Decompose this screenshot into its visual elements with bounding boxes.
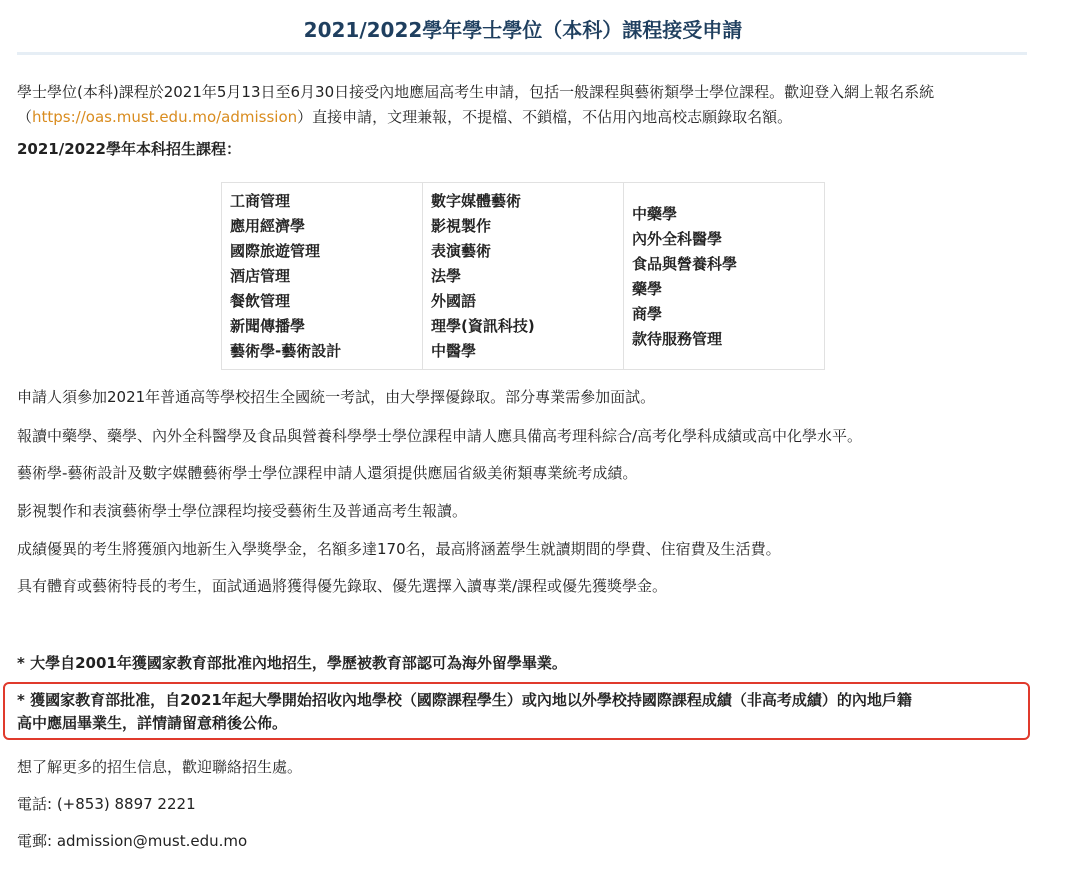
program-item: 數字媒體藝術: [431, 192, 522, 210]
contact-phone: 電話: (+853) 8897 2221: [17, 795, 196, 813]
program-item: 內外全科醫學: [632, 229, 723, 248]
program-item: 應用經濟學: [230, 217, 306, 235]
program-item: 法學: [431, 267, 462, 285]
program-item: 酒店管理: [230, 267, 291, 285]
admission-link[interactable]: https://oas.must.edu.mo/admission: [32, 108, 298, 126]
highlighted-note-line: * 獲國家教育部批准，自2021年起大學開始招收內地學校（國際課程學生）或內地以外學校持國際課程成績（非高考成績）的內地戶籍: [17, 691, 912, 709]
program-item: 外國語: [431, 292, 477, 310]
program-item: 表演藝術: [431, 242, 492, 260]
requirement-paragraph: 申請人須參加2021年普通高等學校招生全國統一考試，由大學擇優錄取。部分專業需參加面試。: [17, 388, 656, 406]
programs-column-2: [423, 183, 624, 370]
requirement-paragraph: 藝術學-藝術設計及數字媒體藝術學士學位課程申請人還須提供應屆省級美術類專業統考成績。: [17, 464, 638, 482]
program-item: 新聞傳播學: [230, 317, 306, 335]
program-item: 藝術學-藝術設計: [230, 342, 342, 360]
highlighted-note: [17, 689, 1022, 735]
article: [17, 0, 1029, 850]
program-item: 中藥學: [632, 204, 678, 223]
contact-intro: 想了解更多的招生信息，歡迎聯絡招生處。: [17, 758, 303, 776]
scholarship-paragraph: 成績優異的考生將獲頒內地新生入學獎學金，名額多達170名，最高將涵蓋學生就讀期間的學費、住宿費及生活費。: [17, 540, 781, 558]
programs-heading: 2021/2022學年本科招生課程：: [17, 140, 241, 158]
program-item: 工商管理: [230, 192, 291, 210]
intro-text-after: ）直接申請，文理兼報，不提檔、不鎖檔，不佔用內地高校志願錄取名額。: [297, 108, 793, 126]
contact-email: 電郵: admission@must.edu.mo: [17, 832, 248, 850]
program-item: 食品與營養科學: [632, 254, 738, 273]
programs-table: [221, 182, 825, 370]
accreditation-note: * 大學自2001年獲國家教育部批准內地招生，學歷被教育部認可為海外留學畢業。: [17, 654, 567, 672]
programs-column-1: [222, 183, 423, 370]
requirement-paragraph: 報讀中藥學、藥學、內外全科醫學及食品與營養科學學士學位課程申請人應具備高考理科綜合/高考化學科成績或高中化學水平。: [17, 427, 863, 445]
priority-paragraph: 具有體育或藝術特長的考生，面試通過將獲得優先錄取、優先選擇入讀專業/課程或優先獲獎學金。: [17, 577, 668, 595]
title-divider: [17, 52, 1027, 55]
highlighted-note-line: 高中應屆畢業生，詳情請留意稍後公佈。: [17, 714, 288, 732]
intro-paragraph: [17, 80, 1029, 130]
program-item: 商學: [632, 304, 663, 323]
programs-column-3: [624, 183, 825, 370]
program-item: 餐飲管理: [230, 292, 291, 310]
program-item: 理學(資訊科技): [431, 317, 535, 335]
requirement-paragraph: 影視製作和表演藝術學士學位課程均接受藝術生及普通高考生報讀。: [17, 502, 468, 520]
intro-text-before: 學士學位(本科)課程於2021年5月13日至6月30日接受內地應屆高考生申請，包括一般課程與藝術類學士學位課程。歡迎登入網上報名系統（: [17, 83, 935, 126]
page-title: 2021/2022學年學士學位（本科）課程接受申請: [303, 18, 743, 42]
program-item: 國際旅遊管理: [230, 242, 321, 260]
program-item: 影視製作: [431, 217, 492, 235]
program-item: 款待服務管理: [632, 329, 723, 348]
program-item: 藥學: [632, 279, 663, 298]
program-item: 中醫學: [431, 342, 477, 360]
